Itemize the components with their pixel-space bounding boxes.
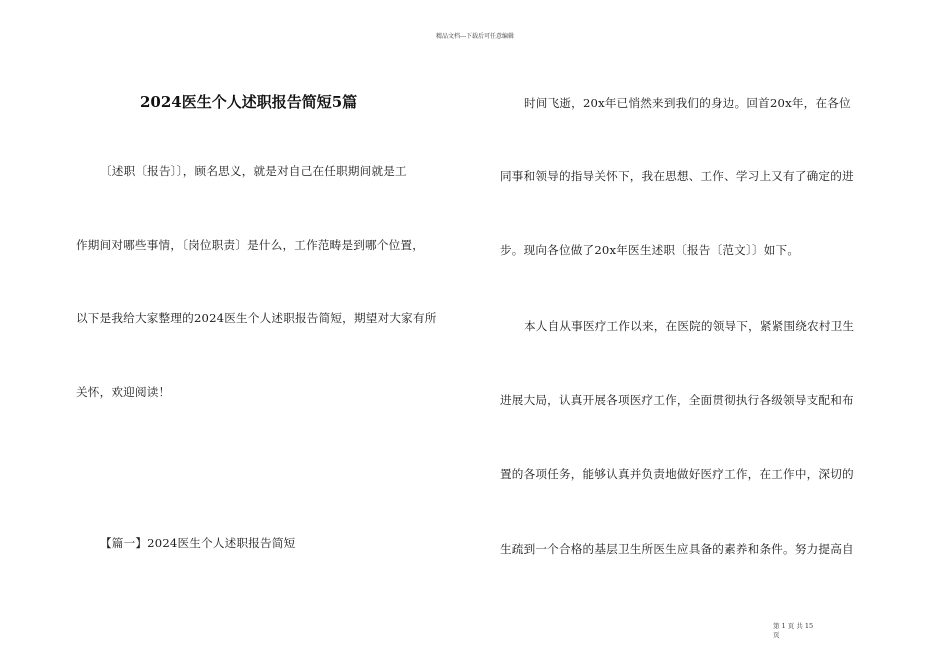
document-header-note: 精品文档---下载后可任意编辑 — [435, 33, 515, 40]
body-line-5: 进展大局，认真开展各项医疗工作，全面贯彻执行各级领导支配和布 — [500, 393, 854, 407]
body-line-6: 置的各项任务，能够认真并负责地做好医疗工作，在工作中，深切的 — [500, 467, 854, 481]
page-number-suffix: 页 — [773, 631, 780, 639]
document-title: 2024医生个人述职报告简短5篇 — [140, 93, 358, 111]
body-line-3: 步。现向各位做了20x年医生述职〔报告〔范文〕〕如下。 — [500, 243, 800, 257]
intro-line-4: 关怀，欢迎阅读！ — [76, 385, 171, 399]
page-footer — [773, 622, 843, 640]
right-column — [500, 0, 888, 672]
left-column — [76, 0, 468, 672]
body-line-4: 本人自从事医疗工作以来，在医院的领导下，紧紧围绕农村卫生 — [524, 319, 855, 333]
intro-line-3: 以下是我给大家整理的2024医生个人述职报告简短，期望对大家有所 — [76, 311, 437, 325]
page-number: 第 1 页 共 15 — [773, 622, 814, 630]
body-line-2: 同事和领导的指导关怀下，我在思想、工作、学习上又有了确定的进 — [500, 169, 854, 183]
body-line-1: 时间飞逝，20x年已悄然来到我们的身边。回首20x年，在各位 — [524, 96, 851, 110]
intro-line-2: 作期间对哪些事情，〔岗位职责〕是什么，工作范畴是到哪个位置， — [76, 238, 425, 252]
section-heading: 【篇一】2024医生个人述职报告简短 — [100, 536, 296, 550]
intro-line-1: 〔述职〔报告〕〕，顾名思义，就是对自己在任职期间就是工 — [100, 164, 407, 178]
body-line-7: 生疏到一个合格的基层卫生所医生应具备的素养和条件。努力提高自 — [500, 542, 854, 556]
